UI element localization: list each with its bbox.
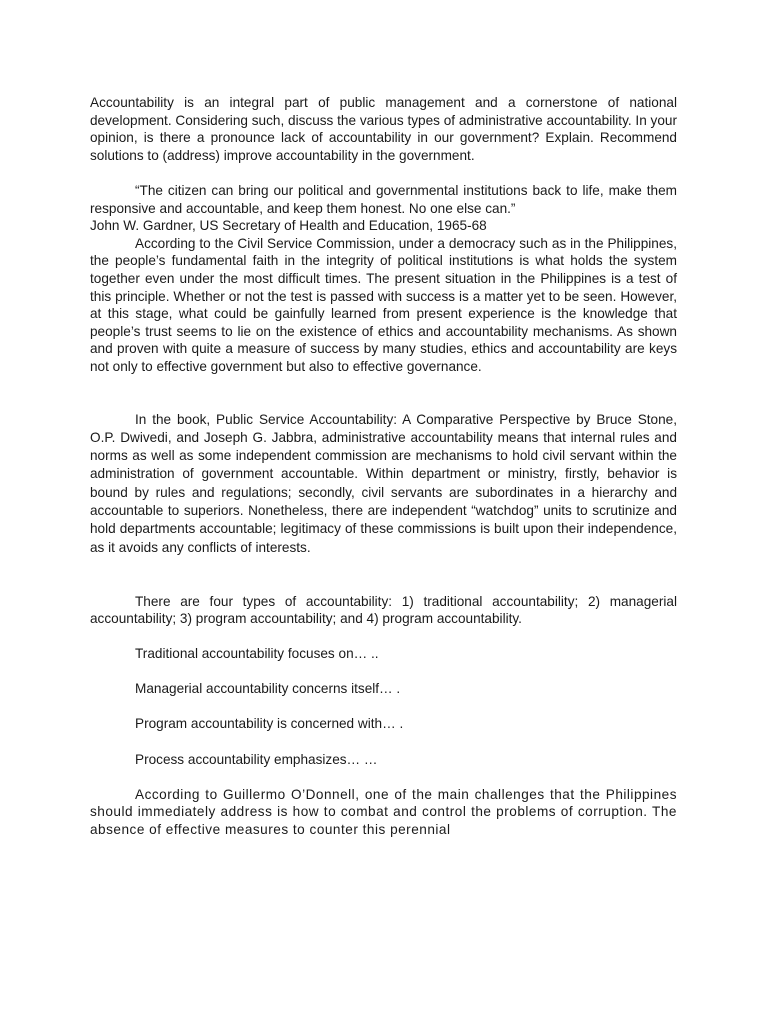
essay-prompt-paragraph: Accountability is an integral part of public management and a cornerstone of national development. Considering such, discuss the various types of administrative accountability. In your opinion, is there a pronounce lack of accountability in our government? Explain. Recommend solutions to (address) improve accountability in the government.	[90, 95, 677, 163]
quote-attribution: John W. Gardner, US Secretary of Health and Education, 1965-68	[90, 218, 487, 234]
document-page	[90, 94, 677, 839]
managerial-accountability-item: Managerial accountability concerns itself… .	[135, 681, 401, 697]
program-accountability-item: Program accountability is concerned with… .	[135, 716, 404, 732]
traditional-accountability-item: Traditional accountability focuses on… ..	[135, 646, 379, 662]
civil-service-paragraph: According to the Civil Service Commission, under a democracy such as in the Philippines, the people’s fundamental faith in the integrity of political institutions is what holds the system together even under the most difficult times. The present situation in the Philippines is a test of this principle. Whether or not the test is passed with success is a matter yet to be seen. However, at this stage, what could be gainfully learned from present experience is the knowledge that people’s trust seems to lie on the existence of ethics and accountability mechanisms. As shown and proven with quite a measure of success by many studies, ethics and accountability are keys not only to effective government but also to effective governance.	[90, 235, 677, 374]
odonnell-paragraph: According to Guillermo O’Donnell, one of the main challenges that the Philippines should immediately address is how to combat and control the problems of corruption. The absence of effective measures to counter this perennial	[90, 786, 677, 837]
book-paragraph: In the book, Public Service Accountability: A Comparative Perspective by Bruce Stone, O.P. Dwivedi, and Joseph G. Jabbra, administrative accountability means that internal rules and norms as well as some independent commission are mechanisms to hold civil servant within the administration of government accountable. Within department or ministry, firstly, behavior is bound by rules and regulations; secondly, civil servants are subordinates in a hierarchy and accountable to superiors. Nonetheless, there are independent “watchdog” units to scrutinize and hold departments accountable; legitimacy of these commissions is built upon their independence, as it avoids any conflicts of interests.	[90, 411, 677, 555]
types-paragraph: There are four types of accountability: 1) traditional accountability; 2) managerial accountability; 3) program accountability; and 4) program accountability.	[90, 593, 677, 627]
process-accountability-item: Process accountability emphasizes… …	[135, 751, 378, 767]
quote-paragraph: “The citizen can bring our political and governmental institutions back to life, make them responsive and accountable, and keep them honest. No one else can.”	[90, 182, 677, 216]
